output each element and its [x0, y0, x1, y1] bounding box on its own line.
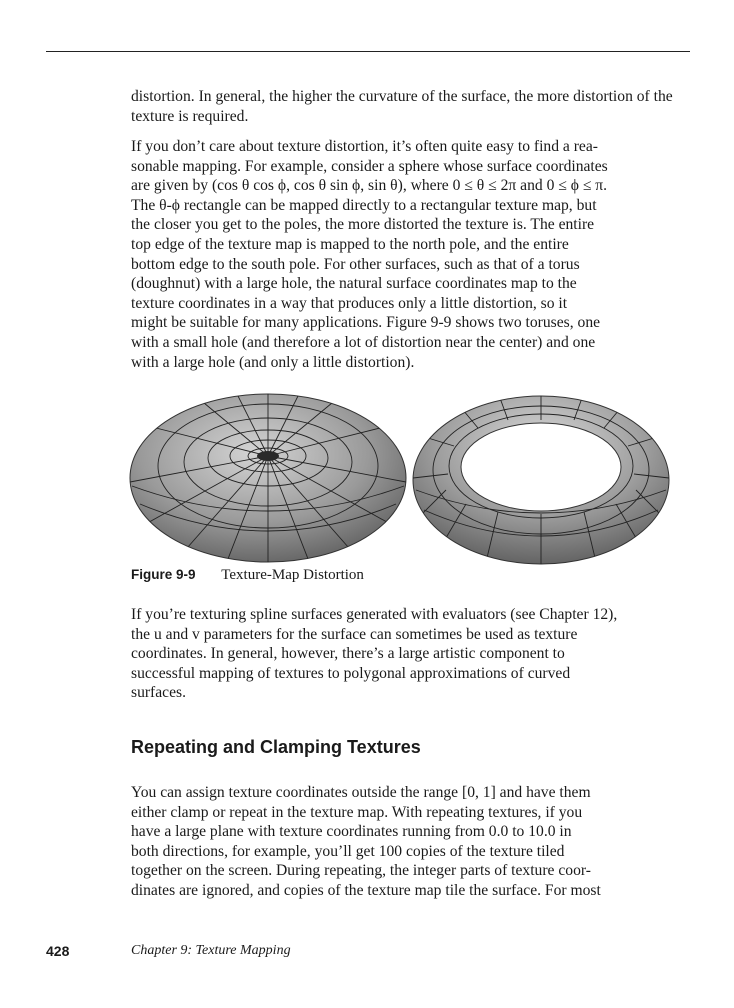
paragraph-distortion-intro: [131, 87, 697, 126]
header-rule: [46, 51, 690, 52]
text-line: together on the screen. During repeating, the integer parts of texture coor-: [131, 862, 591, 880]
paragraph-repeating-clamping: [131, 783, 697, 901]
paragraph-sphere-mapping: [131, 137, 697, 372]
text-line: sonable mapping. For example, consider a sphere whose surface coordinates: [131, 157, 608, 175]
text-line: the u and v parameters for the surface can sometimes be used as texture: [131, 625, 578, 643]
figure-label: Figure 9-9: [131, 567, 196, 582]
text-line: top edge of the texture map is mapped to the north pole, and the entire: [131, 235, 569, 253]
text-line: If you’re texturing spline surfaces generated with evaluators (see Chapter 12),: [131, 606, 618, 623]
text-line: texture coordinates in a way that produces only a little distortion, so it: [131, 294, 568, 312]
text-line: You can assign texture coordinates outside the range [0, 1] and have them: [131, 784, 591, 801]
text-line: either clamp or repeat in the texture map. With repeating textures, if you: [131, 803, 583, 821]
figure-torus-images: [128, 386, 688, 566]
text-line: with a small hole (and therefore a lot of distortion near the center) and one: [131, 333, 596, 351]
text-line: surfaces.: [131, 684, 186, 702]
text-line: dinates are ignored, and copies of the texture map tile the surface. For most: [131, 881, 601, 899]
running-head: Chapter 9: Texture Mapping: [131, 943, 291, 958]
text-line: are given by (cos θ cos ϕ, cos θ sin ϕ, sin θ), where 0 ≤ θ ≤ 2π and 0 ≤ ϕ ≤ π.: [131, 177, 608, 195]
text-line: The θ-ϕ rectangle can be mapped directly to a rectangular texture map, but: [131, 196, 597, 214]
torus-illustration: [128, 386, 688, 566]
paragraph-spline-surfaces: [131, 605, 697, 703]
text-line: If you don’t care about texture distortion, it’s often quite easy to find a rea-: [131, 138, 598, 155]
torus-large-hole: [413, 396, 669, 566]
page-number: 428: [46, 943, 70, 959]
text-line: successful mapping of textures to polygonal approximations of curved: [131, 664, 571, 682]
text-line: coordinates. In general, however, there’s a large artistic component to: [131, 645, 565, 663]
text-line: (doughnut) with a large hole, the natural surface coordinates map to the: [131, 275, 577, 293]
text-line: have a large plane with texture coordinates running from 0.0 to 10.0 in: [131, 823, 572, 841]
text-line: might be suitable for many applications. Figure 9-9 shows two toruses, one: [131, 314, 601, 332]
torus-small-hole: [130, 390, 406, 566]
figure-caption: [131, 567, 364, 584]
text-line: the closer you get to the poles, the more distorted the texture is. The entire: [131, 216, 595, 234]
text-line: with a large hole (and only a little distortion).: [131, 353, 415, 371]
text-line: bottom edge to the south pole. For other surfaces, such as that of a torus: [131, 255, 580, 273]
figure-title: Texture-Map Distortion: [221, 567, 364, 583]
paragraph-text: distortion. In general, the higher the curvature of the surface, the more distortion of the texture is required.: [131, 88, 673, 125]
section-heading: Repeating and Clamping Textures: [131, 737, 421, 757]
text-line: both directions, for example, you’ll get 100 copies of the texture tiled: [131, 842, 565, 860]
